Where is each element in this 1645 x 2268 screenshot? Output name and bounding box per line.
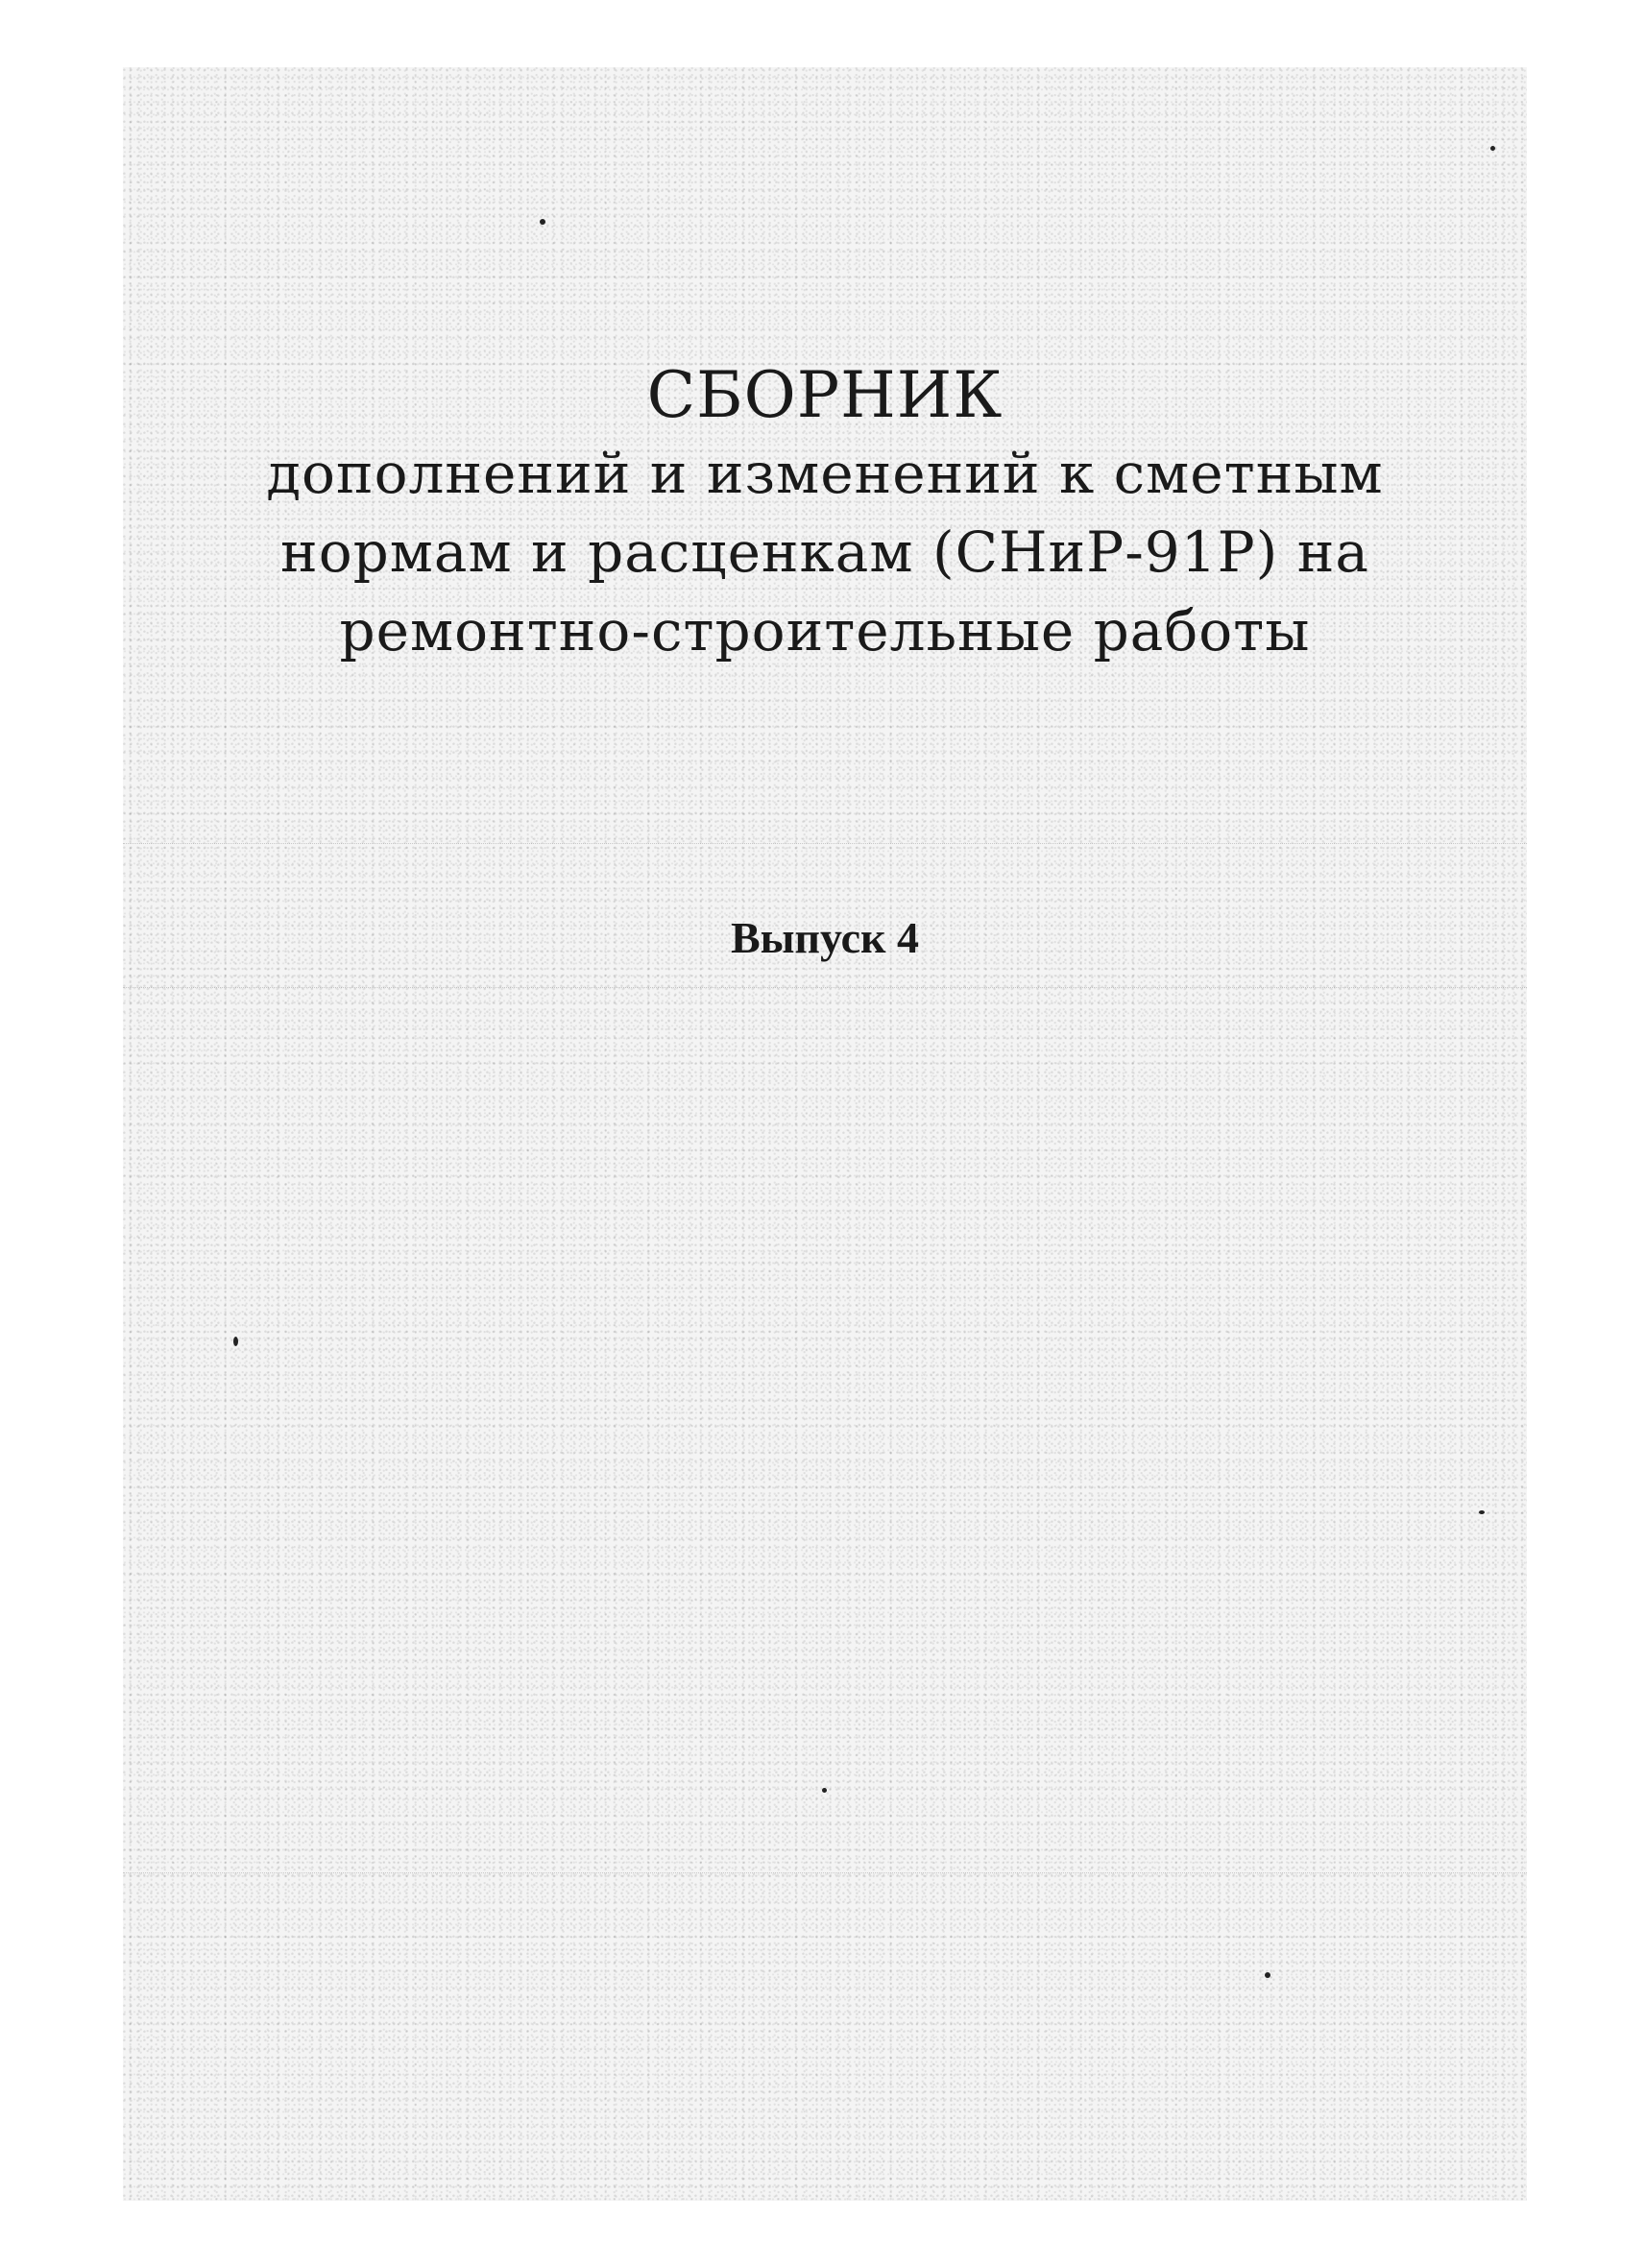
scan-speck — [1490, 146, 1495, 151]
issue-number: Выпуск 4 — [730, 913, 920, 962]
subtitle-line: нормам и расценкам (СНиР-91Р) на — [280, 519, 1369, 585]
scan-speck — [233, 1337, 238, 1346]
subtitle-line: дополнений и изменений к сметным — [266, 441, 1384, 506]
scan-artifact-line — [123, 1872, 1527, 1873]
scan-artifact-line — [123, 843, 1527, 844]
title-block — [123, 357, 1527, 670]
scan-speck — [822, 1788, 827, 1793]
scan-artifact-line — [123, 987, 1527, 988]
subtitle-line: ремонтно-строительные работы — [339, 598, 1311, 664]
scan-speck — [540, 219, 545, 225]
document-title: СБОРНИК — [646, 358, 1004, 432]
scan-speck — [1265, 1972, 1270, 1978]
scan-speck — [1479, 1510, 1485, 1514]
